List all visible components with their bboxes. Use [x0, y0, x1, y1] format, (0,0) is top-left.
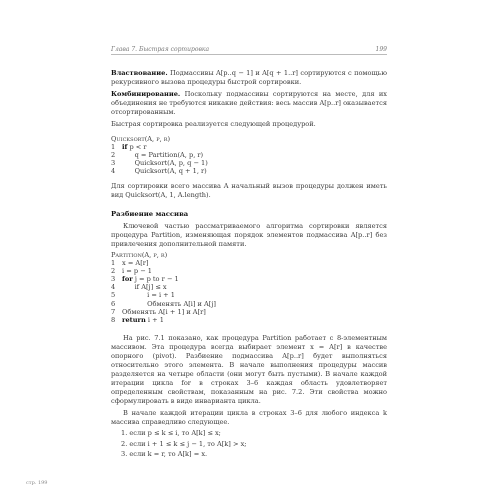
- paragraph-initial-call: Для сортировки всего массива A начальный вызов процедуры должен иметь вид Quicksort(A, 1, A.length).: [111, 182, 387, 199]
- paragraph-figure: На рис. 7.1 показано, как процедура Partition работает с 8-элементным массивом. Эта процедура всегда выбирает элемент x = A[r] в качестве опорного (pivot). Разбиение подмассива A[p..r] будет выполняться относительно этого элемента. В начале выполнения процедуры массив разделяется на четыре области (они могут быть пустыми). В начале каждой итерации цикла for в строках 3–6 каждая область удовлетворяет определенным свойствам, показанным на рис. 7.2. Эти свойства можно сформулировать в виде инварианта цикла.: [111, 334, 387, 405]
- quicksort-signature: Quicksort(A, p, r): [111, 135, 171, 143]
- paragraph-conquer-text: Подмассивы A[p..q − 1] и A[q + 1..r] сортируются с помощью рекурсивного вызова процедуры быстрой сортировки.: [111, 69, 387, 86]
- code-line: [111, 308, 311, 316]
- header-rule: [111, 54, 387, 55]
- line-number: 4: [111, 283, 116, 292]
- code-line: [111, 267, 311, 275]
- code-text: p < r: [127, 143, 147, 152]
- code-text: i = p − 1: [122, 267, 152, 276]
- code-line: [111, 316, 311, 324]
- line-number: 3: [111, 159, 116, 168]
- code-text: Обменять A[i + 1] и A[r]: [122, 307, 206, 316]
- code-text: q = Partition(A, p, r): [122, 151, 204, 160]
- code-line: [111, 283, 311, 291]
- line-number: 8: [111, 315, 116, 324]
- code-keyword: return: [122, 315, 146, 324]
- code-text: Quicksort(A, p, q − 1): [122, 159, 208, 168]
- paragraph-conquer: [111, 69, 387, 87]
- code-text: x = A[r]: [122, 259, 149, 268]
- code-text: if A[j] ≤ x: [122, 283, 167, 292]
- code-line: [111, 300, 311, 308]
- paragraph-combine-text: Поскольку подмассивы сортируются на месте, для их объединения не требуются никакие действия: весь массив A[p..r] оказывается отсортированным.: [111, 90, 387, 116]
- partition-signature: Partition(A, p, r): [111, 251, 168, 259]
- line-number: 2: [111, 151, 116, 160]
- line-number: 1: [111, 143, 116, 152]
- code-text: j = p to r − 1: [132, 275, 179, 284]
- paragraph-combine: [111, 90, 387, 117]
- line-number: 1: [111, 259, 116, 268]
- list-item: 1. если p ≤ k ≤ i, то A[k] ≤ x;: [121, 429, 221, 437]
- code-text: i = i + 1: [122, 291, 175, 300]
- chapter-title: Глава 7. Быстрая сортировка: [111, 46, 210, 53]
- line-number: 4: [111, 167, 116, 176]
- page-footer: стр. 199: [26, 480, 48, 486]
- term-conquer: Властвование.: [111, 69, 168, 77]
- code-line: [111, 259, 311, 267]
- invariant-list: [121, 428, 247, 460]
- line-number: 6: [111, 299, 116, 308]
- section-title: Разбиение массива: [111, 210, 189, 218]
- partition-procedure: [111, 251, 311, 324]
- code-line: [111, 167, 311, 175]
- term-combine: Комбинирование.: [111, 90, 181, 98]
- paragraph-invariant: В начале каждой итерации цикла в строках 3–6 для любого индекса k массива справедливо следующее.: [111, 409, 387, 426]
- code-text: Обменять A[i] и A[j]: [122, 299, 216, 308]
- code-keyword: if: [122, 143, 128, 152]
- paragraph-partition: Ключевой частью рассматриваемого алгоритма сортировки является процедура Partition, изменяющая порядок элементов подмассива A[p..r] без привлечения дополнительной памяти.: [111, 222, 387, 248]
- line-number: 2: [111, 267, 116, 276]
- line-number: 7: [111, 307, 116, 316]
- list-item: 3. если k = r, то A[k] = x.: [121, 450, 208, 459]
- code-line: [111, 159, 311, 167]
- line-number: 5: [111, 291, 116, 300]
- list-item: 2. если i + 1 ≤ k ≤ j − 1, то A[k] > x;: [121, 439, 247, 448]
- page-number: 199: [375, 46, 387, 53]
- line-number: 3: [111, 275, 116, 284]
- paragraph-intro: Быстрая сортировка реализуется следующей процедурой.: [111, 120, 316, 128]
- code-text: i + 1: [145, 315, 164, 324]
- running-header: [111, 46, 387, 53]
- code-keyword: for: [122, 275, 133, 284]
- quicksort-procedure: [111, 135, 311, 175]
- code-line: [111, 291, 311, 299]
- code-line: [111, 275, 311, 283]
- code-text: Quicksort(A, q + 1, r): [122, 167, 207, 176]
- code-line: [111, 151, 311, 159]
- code-line: [111, 143, 311, 151]
